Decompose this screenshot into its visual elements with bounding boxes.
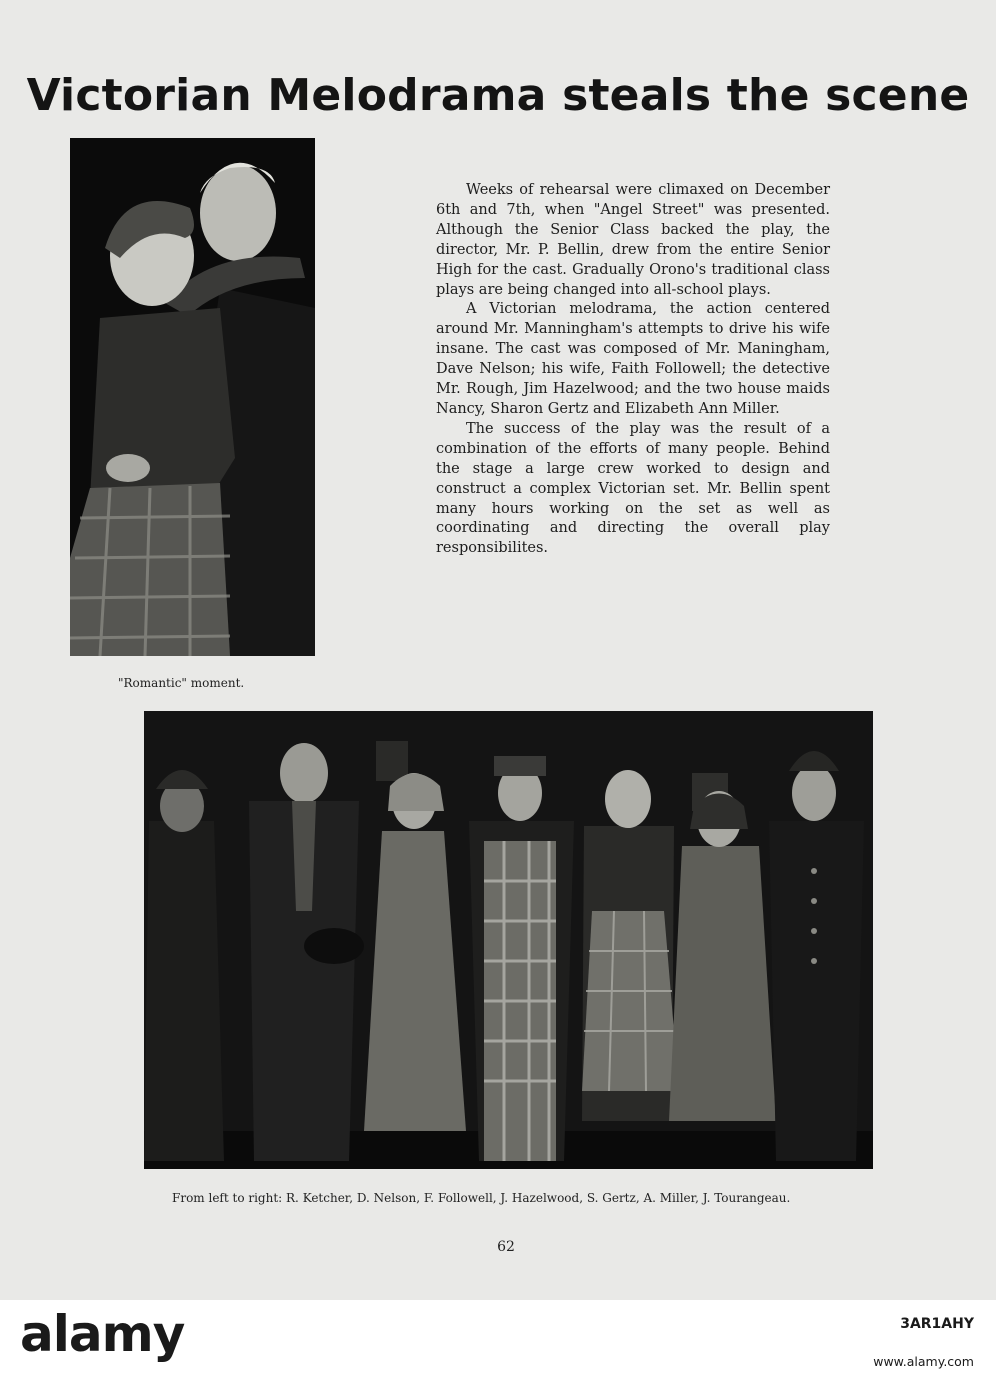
- alamy-logo: alamy: [20, 1305, 185, 1363]
- cast-group-photo: [144, 711, 873, 1169]
- image-id: 3AR1AHY: [900, 1316, 974, 1332]
- paragraph: The success of the play was the result of a combination of the efforts of many people. Behind the stage a large crew worked to design and construct a complex Victorian set. Mr. Bellin spent many hours working on the set as well as coordinating and directing the overall play responsibilites.: [436, 420, 830, 557]
- paragraph: Weeks of rehearsal were climaxed on December 6th and 7th, when "Angel Street" was presented. Although the Senior Class backed the play, the director, Mr. P. Bellin, drew from the entire Senior High for the cast. Gradually Orono's traditional class plays are being changed into all-school plays.: [436, 182, 830, 298]
- romantic-moment-photo: [70, 138, 315, 656]
- paragraph: A Victorian melodrama, the action centered around Mr. Manningham's attempts to drive his wife insane. The cast was composed of Mr. Maningham, Dave Nelson; his wife, Faith Followell; the detective Mr. Rough, Jim Hazelwood; and the two house maids Nancy, Sharon Gertz and Elizabeth Ann Miller.: [436, 301, 830, 417]
- group-photo-caption: From left to right: R. Ketcher, D. Nelson, F. Followell, J. Hazelwood, S. Gertz, A. Miller, J. Tourangeau.: [172, 1191, 791, 1205]
- top-photo-caption: "Romantic" moment.: [118, 676, 245, 690]
- page-number: 62: [497, 1239, 515, 1255]
- article-title: Victorian Melodrama steals the scene: [26, 70, 970, 121]
- article-body: [436, 181, 830, 559]
- footer-url: www.alamy.com: [873, 1354, 974, 1369]
